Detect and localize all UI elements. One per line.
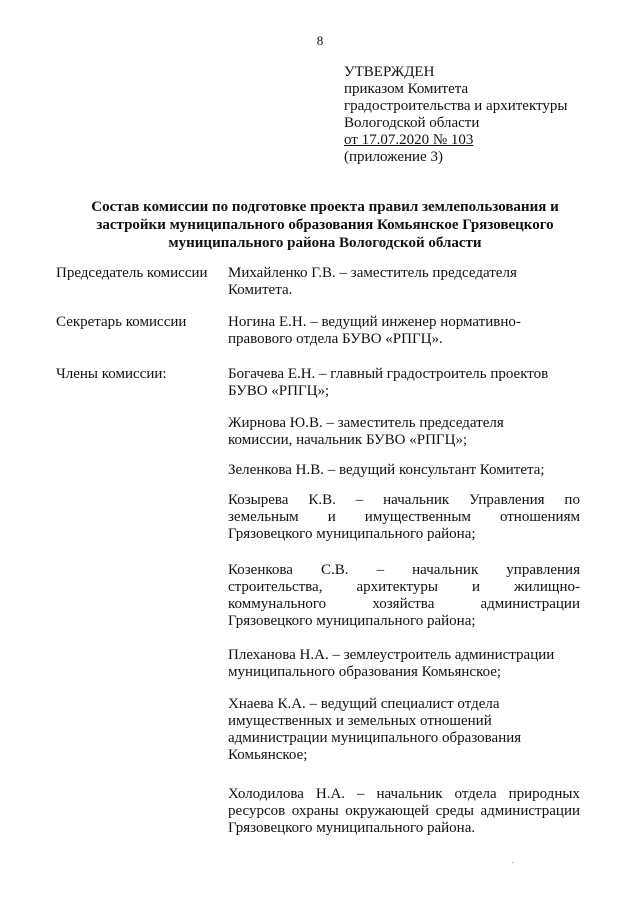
approval-line: приказом Комитета bbox=[344, 81, 469, 97]
member-word: жилищно- bbox=[513, 579, 580, 595]
member-word: начальник bbox=[412, 562, 479, 578]
description-line: Комитета. bbox=[228, 282, 293, 298]
member-entry bbox=[228, 462, 580, 479]
member-entry bbox=[228, 562, 580, 630]
member-word: среды bbox=[435, 803, 474, 819]
member-justified-line bbox=[228, 562, 580, 579]
member-word: Н.А. bbox=[315, 786, 346, 802]
member-entry bbox=[228, 415, 580, 449]
title-line: застройки муниципального образования Комьянское Грязовецкого bbox=[96, 217, 554, 233]
member-word: – bbox=[376, 562, 385, 578]
member-line: имущественных и земельных отношений bbox=[228, 713, 492, 729]
secretary-role: Секретарь комиссии bbox=[56, 314, 187, 330]
member-entry bbox=[228, 492, 580, 543]
member-word: администрации bbox=[480, 596, 580, 612]
member-word: управления bbox=[506, 562, 580, 578]
member-word: отдела bbox=[454, 786, 497, 802]
member-line: Хнаева К.А. – ведущий специалист отдела bbox=[228, 696, 500, 712]
member-line: Зеленкова Н.В. – ведущий консультант Комитета; bbox=[228, 462, 545, 478]
title-line: муниципального района Вологодской области bbox=[168, 235, 482, 251]
member-word: и bbox=[471, 579, 480, 595]
approval-line: Вологодской области bbox=[344, 115, 480, 131]
page-number: 8 bbox=[316, 33, 324, 48]
member-word: начальник bbox=[383, 492, 450, 508]
member-word: строительства, bbox=[228, 579, 323, 595]
document-title bbox=[60, 198, 590, 252]
title-line: Состав комиссии по подготовке проекта правил землепользования и bbox=[91, 199, 559, 215]
member-word: начальник bbox=[376, 786, 443, 802]
chairman-role: Председатель комиссии bbox=[56, 265, 208, 281]
member-justified-line bbox=[228, 579, 580, 596]
member-word: окружающей bbox=[345, 803, 430, 819]
member-justified-line bbox=[228, 786, 580, 803]
approval-appendix: (приложение 3) bbox=[344, 149, 443, 165]
member-word: хозяйства bbox=[372, 596, 435, 612]
member-word: отношениям bbox=[499, 509, 580, 525]
member-justified-line bbox=[228, 492, 580, 509]
approval-block bbox=[344, 64, 604, 166]
member-word: Холодилова bbox=[228, 786, 304, 802]
member-word: земельным bbox=[228, 509, 299, 525]
member-word: С.В. bbox=[321, 562, 349, 578]
member-justified-line bbox=[228, 803, 580, 820]
description-line: правового отдела БУВО «РПГЦ». bbox=[228, 331, 443, 347]
member-word: администрации bbox=[480, 803, 580, 819]
member-line: Комьянское; bbox=[228, 747, 308, 763]
member-word: Козенкова bbox=[228, 562, 293, 578]
member-word: по bbox=[564, 492, 580, 508]
approval-heading: УТВЕРЖДЕН bbox=[344, 64, 435, 80]
approval-order-date: от 17.07.2020 № 103 bbox=[344, 132, 474, 148]
member-line: Богачева Е.Н. – главный градостроитель проектов bbox=[228, 366, 549, 382]
member-word: – bbox=[355, 492, 364, 508]
member-word: ресурсов bbox=[228, 803, 286, 819]
secretary-description bbox=[228, 314, 580, 348]
member-word: архитектуры bbox=[356, 579, 438, 595]
member-word: имущественным bbox=[364, 509, 471, 525]
approval-line: градостроительства и архитектуры bbox=[344, 98, 568, 114]
description-line: Михайленко Г.В. – заместитель председателя bbox=[228, 265, 517, 281]
member-word: Управления bbox=[469, 492, 545, 508]
scan-mark bbox=[512, 862, 514, 863]
member-entry bbox=[228, 647, 580, 681]
member-line: комиссии, начальник БУВО «РПГЦ»; bbox=[228, 432, 468, 448]
member-entry bbox=[228, 696, 580, 764]
member-line: Жирнова Ю.В. – заместитель председателя bbox=[228, 415, 504, 431]
chairman-description bbox=[228, 265, 580, 299]
member-line: муниципального образования Комьянское; bbox=[228, 664, 502, 680]
member-line: Грязовецкого муниципального района; bbox=[228, 613, 476, 629]
members-role: Члены комиссии: bbox=[56, 366, 167, 382]
member-word: и bbox=[327, 509, 336, 525]
member-line: Плеханова Н.А. – землеустроитель администрации bbox=[228, 647, 555, 663]
member-line: БУВО «РПГЦ»; bbox=[228, 383, 330, 399]
member-word: природных bbox=[508, 786, 580, 802]
member-word: коммунального bbox=[228, 596, 327, 612]
member-word: охраны bbox=[291, 803, 339, 819]
member-justified-line bbox=[228, 596, 580, 613]
member-word: Козырева bbox=[228, 492, 289, 508]
member-word: – bbox=[357, 786, 365, 802]
member-word: К.В. bbox=[308, 492, 336, 508]
member-justified-line bbox=[228, 509, 580, 526]
member-entry bbox=[228, 366, 580, 400]
member-line: Грязовецкого муниципального района. bbox=[228, 820, 476, 836]
member-line: администрации муниципального образования bbox=[228, 730, 522, 746]
member-entry bbox=[228, 786, 580, 837]
member-line: Грязовецкого муниципального района; bbox=[228, 526, 476, 542]
description-line: Ногина Е.Н. – ведущий инженер нормативно- bbox=[228, 314, 521, 330]
